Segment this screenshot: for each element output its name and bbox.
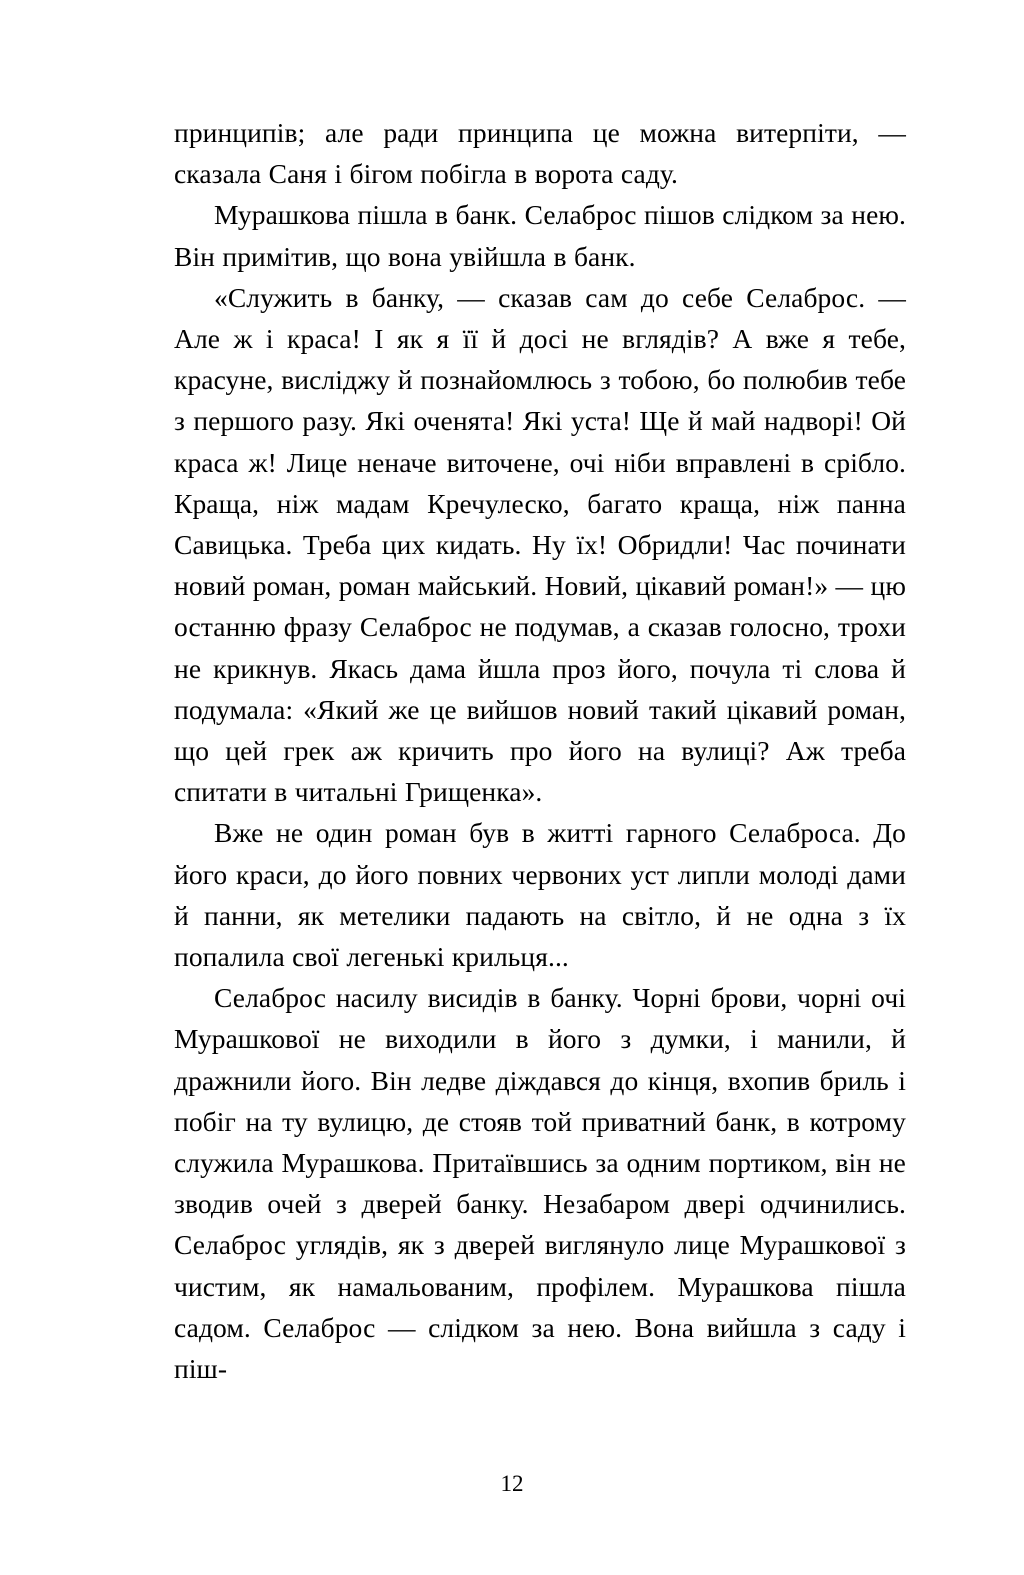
paragraph-5: Селаброс насилу висидів в банку. Чорні брови, чорні очі Мурашкової не виходили в його з думки, і манили, й дражнили його. Він ледве діждався до кінця, вхопив бриль і побіг на ту вулицю, де стояв той приватний банк, в котрому служила Мурашкова. Притаївшись за одним портиком, він не зводив очей з дверей банку. Незабаром двері одчинились. Селаброс углядів, як з дверей виглянуло лице Мурашкової з чистим, як намальованим, профілем. Мурашкова пішла садом. Селаброс — слідком за нею. Вона вийшла з саду і піш- [174, 982, 906, 1385]
paragraph-3: «Служить в банку, — сказав сам до себе Селаброс. — Але ж і краса! І як я її й досі не вглядів? А вже я тебе, красуне, висліджу й познайомлюсь з тобою, бо полюбив тебе з першого разу. Які оченята! Які уста! Ще й май надворі! Ой краса ж! Лице неначе виточене, очі ніби вправлені в срібло. Краща, ніж мадам Кречулеско, багато краща, ніж панна Савицька. Треба цих кидать. Ну їх! Обридли! Час починати новий роман, роман майський. Новий, цікавий роман!» — цю останню фразу Селаброс не подумав, а сказав голосно, трохи не крикнув. Якась дама йшла проз його, почула ті слова й подумала: «Який же це вийшов новий такий цікавий роман, що цей грек аж кричить про його на вулиці? Аж треба спитати в читальні Грищенка». [174, 281, 906, 808]
page-number: 12 [500, 1471, 524, 1496]
page-text-block [174, 112, 906, 1389]
paragraph-1: принципів; але ради принципа це можна витерпіти, — сказала Саня і бігом побігла в ворота саду. [174, 117, 906, 190]
paragraph-4: Вже не один роман був в житті гарного Селаброса. До його краси, до його повних червоних уст липли молоді дами й панни, як метелики падають на світло, й не одна з їх попалила свої легенькі крильця... [174, 817, 906, 973]
paragraph-2: Мурашкова пішла в банк. Селаброс пішов слідком за нею. Він примітив, що вона увійшла в банк. [174, 199, 906, 272]
